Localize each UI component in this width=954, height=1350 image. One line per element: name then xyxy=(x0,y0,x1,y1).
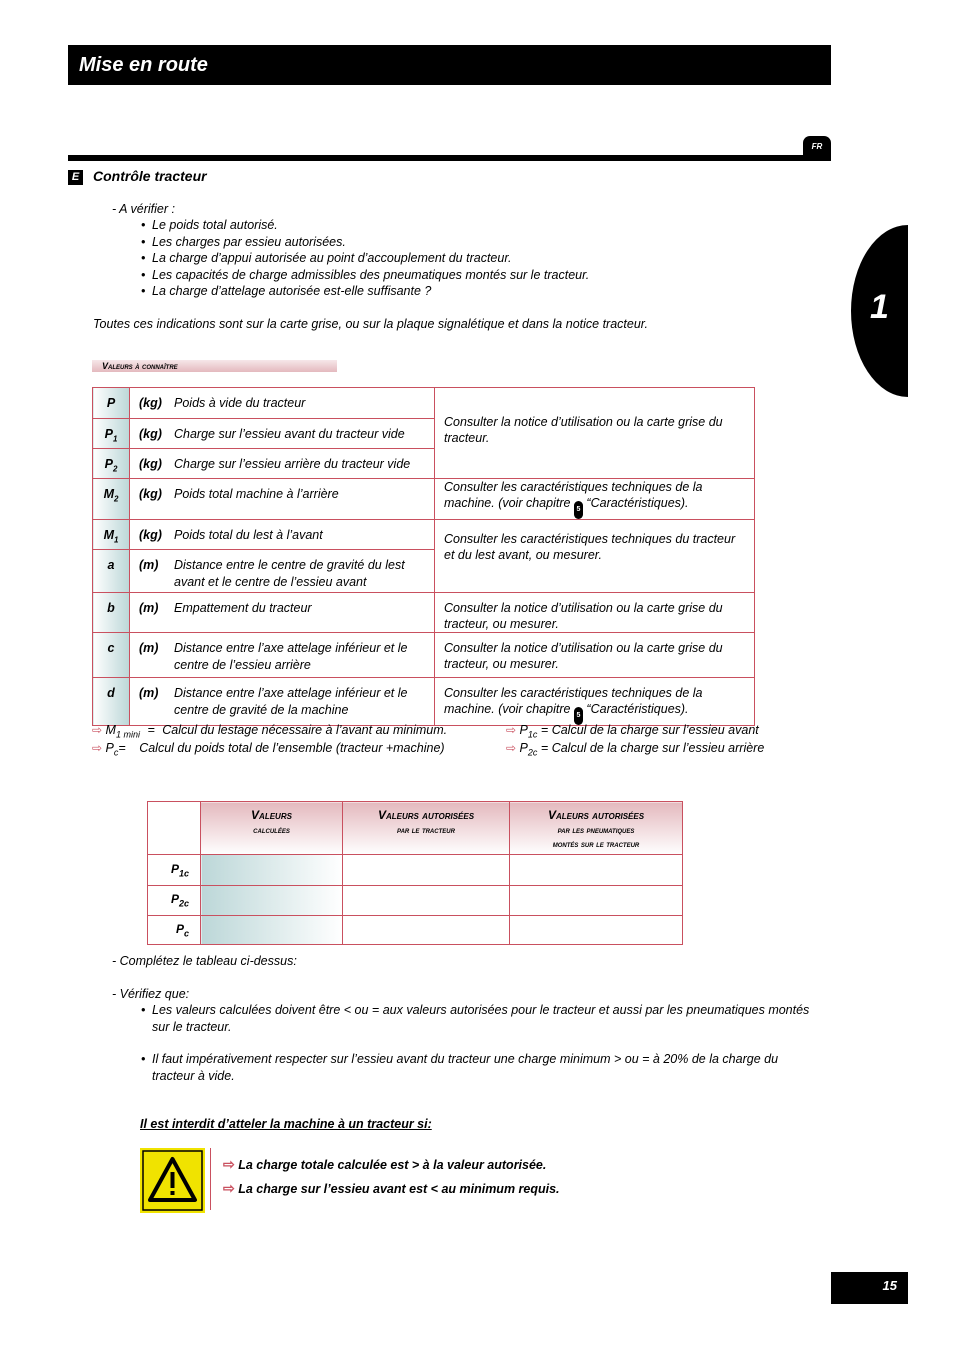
table-row: $P_1$ (kg) Charge sur l’essieu avant du tracteur vide xyxy=(93,419,755,449)
section-title: Contrôle tracteur xyxy=(93,168,207,184)
calc-note-m1: ⇨ $M_{1 mini}$ = Calcul du lestage nécessaire à l’avant au minimum. xyxy=(92,723,448,740)
list-item: • Le poids total autorisé. xyxy=(141,218,278,232)
section-letter: E xyxy=(68,170,83,185)
table-header-row xyxy=(148,802,683,855)
page-header-title: Mise en route xyxy=(68,45,831,85)
input-cell[interactable] xyxy=(510,886,683,916)
value-source: Consulter les caractéristiques techniques de la machine. (voir chapitre 5 “Caractéristiques). xyxy=(435,479,755,520)
column-header: Valeurs calculées xyxy=(201,802,343,855)
list-item: • Il faut impérativement respecter sur l’essieu avant du tracteur une charge minimum > ou = à 20% de la charge du tracteur à vide. xyxy=(141,1052,779,1083)
arrow-right-icon: ⇨ xyxy=(92,741,103,755)
value-source: Consulter la notice d’utilisation ou la carte grise du tracteur, ou mesurer. xyxy=(435,593,755,633)
warning-item: ⇨ La charge sur l’essieu avant est < au minimum requis. xyxy=(223,1180,560,1196)
column-header: Valeurs autorisées par le tracteur xyxy=(343,802,510,855)
info-note: Toutes ces indications sont sur la carte grise, ou sur la plaque signalétique et dans la notice tracteur. xyxy=(93,317,648,331)
list-item: • La charge d’appui autorisée au point d’accouplement du tracteur. xyxy=(141,251,512,265)
calc-note-p2c: ⇨ $P_{2c}$ = Calcul de la charge sur l’essieu arrière xyxy=(506,741,765,758)
table-row: $P_{2c}$ xyxy=(148,886,683,916)
table-row: $P_c$ xyxy=(148,916,683,945)
input-cell[interactable] xyxy=(201,886,343,916)
language-tab: FR xyxy=(803,136,831,161)
warning-icon xyxy=(140,1148,205,1213)
list-item: • Les valeurs calculées doivent être < ou = aux valeurs autorisées pour le tracteur et aussi par les pneumatiques montés sur le tracteur. xyxy=(141,1003,810,1034)
chapter-chip: 5 xyxy=(574,501,583,519)
column-header: Valeurs autorisées par les pneumatiques montés sur le tracteur xyxy=(510,802,683,855)
input-cell[interactable] xyxy=(510,855,683,886)
table-row: $M_1$ (kg) Poids total du lest à l’avant Consulter les caractéristiques techniques du tracteur et du lest avant, ou mesurer. xyxy=(93,520,755,550)
table-row: d (m) Distance entre l’axe attelage inférieur et le centre de gravité de la machine Consulter les caractéristiques techniques de la machine. (voir chapitre 5 “Caractéristiques). xyxy=(93,678,755,726)
arrow-right-icon: ⇨ xyxy=(506,723,517,737)
input-cell[interactable] xyxy=(201,916,343,945)
chapter-number: 1 xyxy=(870,288,889,326)
arrow-right-icon: ⇨ xyxy=(506,741,517,755)
value-source: Consulter la notice d’utilisation ou la carte grise du tracteur. xyxy=(435,388,755,479)
intro-line: - A vérifier : xyxy=(112,202,175,216)
input-cell[interactable] xyxy=(343,855,510,886)
calc-note-pc: ⇨ $P_c=$ Calcul du poids total de l’ensemble (tracteur +machine) xyxy=(92,741,445,758)
calc-note-p1c: ⇨ $P_{1c}$ = Calcul de la charge sur l’essieu avant xyxy=(506,723,759,740)
table-row: P (kg) Poids à vide du tracteur Consulter la notice d’utilisation ou la carte grise du tracteur. xyxy=(93,388,755,419)
value-source: Consulter la notice d’utilisation ou la carte grise du tracteur, ou mesurer. xyxy=(435,633,755,678)
arrow-right-icon: ⇨ xyxy=(92,723,103,737)
page-number: 15 xyxy=(831,1272,908,1304)
list-item: • Les charges par essieu autorisées. xyxy=(141,234,346,249)
input-cell[interactable] xyxy=(343,886,510,916)
value-source: Consulter les caractéristiques techniques du tracteur et du lest avant, ou mesurer. xyxy=(435,520,755,593)
input-cell[interactable] xyxy=(201,855,343,886)
warning-title: Il est interdit d’atteler la machine à un tracteur si: xyxy=(140,1117,432,1131)
input-cell[interactable] xyxy=(510,916,683,945)
table-row: b (m) Empattement du tracteur Consulter la notice d’utilisation ou la carte grise du tracteur, ou mesurer. xyxy=(93,593,755,633)
values-table xyxy=(92,387,755,726)
warning-item: ⇨ La charge totale calculée est > à la valeur autorisée. xyxy=(223,1156,547,1172)
table-row: $P_{1c}$ xyxy=(148,855,683,886)
warning-separator xyxy=(210,1148,211,1210)
table-row: $P_2$ (kg) Charge sur l’essieu arrière du tracteur vide xyxy=(93,449,755,479)
verify-instruction: - Vérifiez que: xyxy=(112,987,190,1001)
value-source: Consulter les caractéristiques techniques de la machine. (voir chapitre 5 “Caractéristiques). xyxy=(435,678,755,726)
chapter-chip: 5 xyxy=(574,707,583,725)
check-list xyxy=(141,217,590,300)
input-cell[interactable] xyxy=(343,916,510,945)
header-rule xyxy=(68,155,831,161)
arrow-right-icon: ⇨ xyxy=(223,1180,235,1196)
list-item: • La charge d’attelage autorisée est-elle suffisante ? xyxy=(141,284,432,298)
arrow-right-icon: ⇨ xyxy=(223,1156,235,1172)
table-row: $M_2$ (kg) Poids total machine à l’arrière Consulter les caractéristiques techniques de la machine. (voir chapitre 5 “Caractéristiques). xyxy=(93,479,755,520)
complete-instruction: - Complétez le tableau ci-dessus: xyxy=(112,954,297,968)
comparison-table xyxy=(147,801,683,945)
warning-box xyxy=(140,1148,205,1213)
table-row: a (m) Distance entre le centre de gravité du lest avant et le centre de l’essieu avant xyxy=(93,550,755,593)
list-item: • Les capacités de charge admissibles des pneumatiques montés sur le tracteur. xyxy=(141,267,590,282)
values-label: Valeurs à connaître xyxy=(102,361,178,371)
table-row: c (m) Distance entre l’axe attelage inférieur et le centre de l’essieu arrière Consulter la notice d’utilisation ou la carte grise du tracteur, ou mesurer. xyxy=(93,633,755,678)
